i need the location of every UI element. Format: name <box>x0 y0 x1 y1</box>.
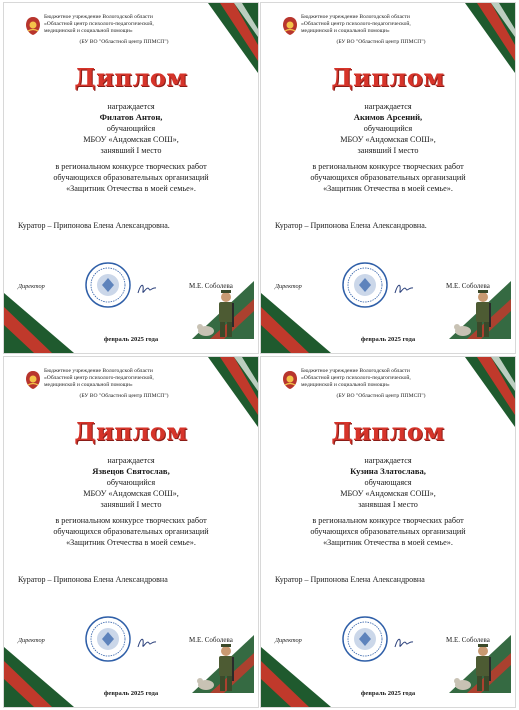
org-short-name: (БУ ВО "Областной центр ППМСП") <box>79 393 169 399</box>
awarded-text: награждается <box>364 456 412 465</box>
org-line: Бюджетное учреждение Вологодской области <box>44 14 153 20</box>
diploma-title: Диплом <box>331 63 445 92</box>
signature-icon <box>393 635 415 651</box>
place-text: занявшая I место <box>358 500 418 509</box>
seal-icon <box>341 615 389 663</box>
flag-corner-bottom-icon <box>4 647 74 707</box>
school-name: МБОУ «Андомская СОШ», <box>83 489 179 498</box>
diploma-certificate <box>3 356 259 708</box>
recipient-name: Кузина Златослава, <box>350 466 426 476</box>
diploma-date: февраль 2025 года <box>360 336 416 343</box>
awarded-text: награждается <box>364 102 412 111</box>
diploma-certificate <box>3 2 259 354</box>
contest-line: «Защитник Отечества в моей семье». <box>323 184 453 193</box>
diploma-date: февраль 2025 года <box>360 690 416 697</box>
recipient-name: Акимов Арсений, <box>353 112 423 122</box>
contest-line: «Защитник Отечества в моей семье». <box>323 538 453 547</box>
director-label: Директор <box>18 637 45 644</box>
diploma-title: Диплом <box>74 417 188 446</box>
org-line: Бюджетное учреждение Вологодской области <box>301 368 410 374</box>
soldier-icon <box>449 281 511 339</box>
curator-text: Куратор – Припонова Елена Александровна <box>275 575 425 584</box>
curator-text: Куратор – Припонова Елена Александровна. <box>275 221 427 230</box>
org-line: медицинской и социальной помощи» <box>44 382 133 388</box>
seal-icon <box>84 615 132 663</box>
organization-header <box>301 14 461 46</box>
organization-header <box>301 368 461 400</box>
org-line: Бюджетное учреждение Вологодской области <box>44 368 153 374</box>
contest-line: в региональном конкурсе творческих работ <box>312 516 464 525</box>
diploma-body <box>4 101 258 194</box>
org-line: «Областной центр психолого-педагогической, <box>44 21 154 27</box>
seal-icon <box>84 261 132 309</box>
signature-icon <box>136 635 158 651</box>
diploma-date: февраль 2025 года <box>103 336 159 343</box>
place-text: занявший I место <box>100 146 162 155</box>
contest-line: в региональном конкурсе творческих работ <box>312 162 464 171</box>
emblem-icon <box>24 370 42 390</box>
org-line: медицинской и социальной помощи» <box>301 28 390 34</box>
diploma-body <box>4 455 258 548</box>
diploma-title: Диплом <box>74 63 188 92</box>
contest-line: обучающихся образовательных организаций <box>310 527 466 536</box>
soldier-icon <box>449 635 511 693</box>
emblem-icon <box>281 16 299 36</box>
recipient-name: Язвецов Святослав, <box>92 466 170 476</box>
emblem-icon <box>281 370 299 390</box>
awarded-text: награждается <box>107 456 155 465</box>
studying-text: обучающийся <box>106 478 156 487</box>
studying-text: обучающаяся <box>364 478 412 487</box>
org-line: медицинской и социальной помощи» <box>44 28 133 34</box>
signature-icon <box>393 281 415 297</box>
school-name: МБОУ «Андомская СОШ», <box>340 489 436 498</box>
awarded-text: награждается <box>107 102 155 111</box>
director-label: Директор <box>275 283 302 290</box>
org-line: медицинской и социальной помощи» <box>301 382 390 388</box>
diploma-date: февраль 2025 года <box>103 690 159 697</box>
place-text: занявший I место <box>357 146 419 155</box>
director-label: Директор <box>18 283 45 290</box>
contest-line: «Защитник Отечества в моей семье». <box>66 538 196 547</box>
signer-name: М.Е. Соболева <box>189 282 233 290</box>
contest-line: обучающихся образовательных организаций <box>53 527 209 536</box>
diploma-certificate <box>260 356 516 708</box>
signature-icon <box>136 281 158 297</box>
organization-header <box>44 368 204 400</box>
signer-name: М.Е. Соболева <box>446 636 490 644</box>
curator-text: Куратор – Припонова Елена Александровна <box>18 575 168 584</box>
contest-line: обучающихся образовательных организаций <box>310 173 466 182</box>
org-line: «Областной центр психолого-педагогической, <box>44 375 154 381</box>
diploma-body <box>261 455 515 548</box>
signer-name: М.Е. Соболева <box>189 636 233 644</box>
diploma-body <box>261 101 515 194</box>
org-line: «Областной центр психолого-педагогической, <box>301 375 411 381</box>
place-text: занявший I место <box>100 500 162 509</box>
flag-corner-bottom-icon <box>4 293 74 353</box>
studying-text: обучающийся <box>363 124 413 133</box>
organization-header <box>44 14 204 46</box>
diploma-title: Диплом <box>331 417 445 446</box>
org-line: Бюджетное учреждение Вологодской области <box>301 14 410 20</box>
soldier-icon <box>192 635 254 693</box>
seal-icon <box>341 261 389 309</box>
org-short-name: (БУ ВО "Областной центр ППМСП") <box>79 39 169 45</box>
contest-line: в региональном конкурсе творческих работ <box>55 162 207 171</box>
signer-name: М.Е. Соболева <box>446 282 490 290</box>
director-label: Директор <box>275 637 302 644</box>
contest-line: в региональном конкурсе творческих работ <box>55 516 207 525</box>
emblem-icon <box>24 16 42 36</box>
org-short-name: (БУ ВО "Областной центр ППМСП") <box>336 39 426 45</box>
recipient-name: Филатов Антон, <box>99 112 163 122</box>
curator-text: Куратор – Припонова Елена Александровна. <box>18 221 170 230</box>
contest-line: обучающихся образовательных организаций <box>53 173 209 182</box>
school-name: МБОУ «Андомская СОШ», <box>83 135 179 144</box>
school-name: МБОУ «Андомская СОШ», <box>340 135 436 144</box>
diploma-certificate <box>260 2 516 354</box>
org-line: «Областной центр психолого-педагогической, <box>301 21 411 27</box>
soldier-icon <box>192 281 254 339</box>
studying-text: обучающийся <box>106 124 156 133</box>
flag-corner-bottom-icon <box>261 293 331 353</box>
org-short-name: (БУ ВО "Областной центр ППМСП") <box>336 393 426 399</box>
flag-corner-bottom-icon <box>261 647 331 707</box>
contest-line: «Защитник Отечества в моей семье». <box>66 184 196 193</box>
